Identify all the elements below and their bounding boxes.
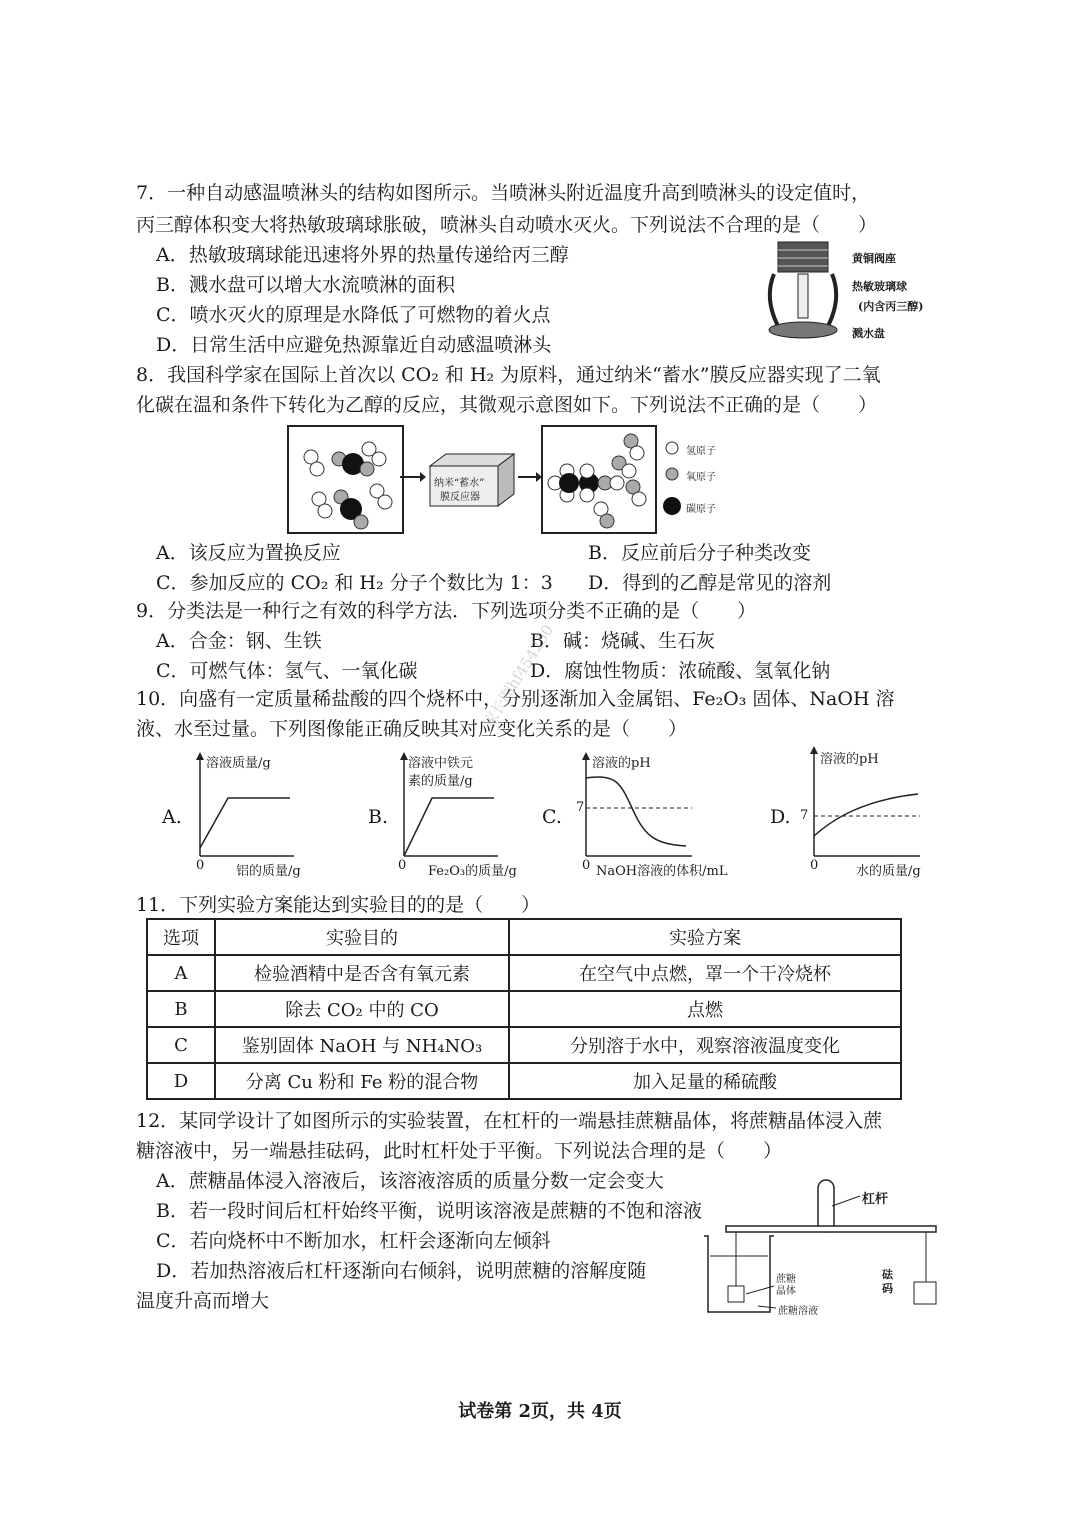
graph-d-ref: 7 (800, 808, 809, 823)
row-c-option: C (147, 1027, 215, 1063)
arrow-icon (518, 470, 542, 484)
label-glycerol: (内含丙三醇) (858, 300, 924, 313)
label-sugar-crystal-2: 晶体 (776, 1286, 796, 1297)
q8-stem-line2: 化碳在温和条件下转化为乙醇的反应，其微观示意图如下。下列说法不正确的是（ ） (136, 394, 878, 416)
label-glass-bulb: 热敏玻璃球 (852, 280, 907, 293)
table-header-row (147, 919, 901, 955)
row-a-option: A (147, 955, 215, 991)
header-plan: 实验方案 (509, 919, 901, 955)
legend-atoms (662, 440, 682, 520)
graph-a-xlabel: 铝的质量/g (236, 864, 301, 879)
row-b-plan: 点燃 (509, 991, 901, 1027)
q9-option-b: B．碱：烧碱、生石灰 (530, 630, 715, 652)
lever-figure (700, 1176, 940, 1316)
q12-option-b: B．若一段时间后杠杆始终平衡，说明该溶液是蔗糖的不饱和溶液 (156, 1200, 702, 1222)
graph-b-origin: 0 (398, 858, 407, 873)
q8-option-d: D．得到的乙醇是常见的溶剂 (588, 572, 832, 594)
reactor-label-2: 膜反应器 (440, 492, 480, 503)
label-weight-1: 砝 (882, 1268, 893, 1281)
q11-stem: 11．下列实验方案能达到实验目的的是（ ） (136, 894, 541, 916)
graph-b-ylabel-1: 溶液中铁元 (408, 756, 474, 771)
q12-stem-line2: 糖溶液中，另一端悬挂砝码，此时杠杆处于平衡。下列说法合理的是（ ） (136, 1140, 783, 1162)
graph-a-origin: 0 (196, 858, 205, 873)
label-weight-2: 码 (882, 1282, 893, 1295)
watermark: 家长圈hf454250 (479, 621, 558, 731)
row-d-plan: 加入足量的稀硫酸 (509, 1063, 901, 1099)
graph-d-ylabel: 溶液的pH (820, 752, 879, 767)
legend-oxygen: 氧原子 (686, 472, 716, 483)
graph-c-ref: 7 (576, 800, 585, 815)
label-deflector: 溅水盘 (852, 327, 885, 340)
table-row (147, 1027, 901, 1063)
row-d-purpose: 分离 Cu 粉和 Fe 粉的混合物 (215, 1063, 509, 1099)
page-footer: 试卷第 2页，共 4页 (458, 1401, 622, 1422)
sprinkler-figure (760, 238, 850, 348)
q7-option-d: D．日常生活中应避免热源靠近自动感温喷淋头 (156, 334, 552, 356)
row-b-option: B (147, 991, 215, 1027)
graph-b-ylabel-2: 素的质量/g (408, 774, 473, 789)
q7-option-b: B．溅水盘可以增大水流喷淋的面积 (156, 274, 455, 296)
graph-c-ylabel: 溶液的pH (592, 756, 651, 771)
graph-b-xlabel: Fe₂O₃的质量/g (428, 864, 517, 879)
q8-option-a: A．该反应为置换反应 (156, 542, 341, 564)
reactor-label-1: 纳米“蓄水” (434, 478, 485, 489)
table-row (147, 955, 901, 991)
table-row (147, 991, 901, 1027)
row-d-option: D (147, 1063, 215, 1099)
label-lever: 杠杆 (862, 1192, 889, 1207)
row-a-plan: 在空气中点燃，罩一个干冷烧杯 (509, 955, 901, 991)
graph-d-xlabel: 水的质量/g (856, 864, 921, 879)
q8-stem-line1: 8．我国科学家在国际上首次以 CO₂ 和 H₂ 为原料，通过纳米“蓄水”膜反应器实现了二氧 (136, 364, 881, 386)
row-c-purpose: 鉴别固体 NaOH 与 NH₄NO₃ (215, 1027, 509, 1063)
graph-d-origin: 0 (810, 858, 819, 873)
header-option: 选项 (147, 919, 215, 955)
products-box (541, 425, 657, 534)
graph-c-xlabel: NaOH溶液的体积/mL (596, 864, 728, 879)
graph-b-letter: B. (368, 806, 389, 828)
table-row (147, 1063, 901, 1099)
graph-a-ylabel: 溶液质量/g (206, 756, 271, 771)
label-brass-seat: 黄铜阀座 (852, 252, 896, 265)
q8-option-b: B．反应前后分子种类改变 (588, 542, 811, 564)
q8-option-c: C．参加反应的 CO₂ 和 H₂ 分子个数比为 1：3 (156, 572, 553, 594)
label-sugar-crystal-1: 蔗糖 (776, 1274, 796, 1285)
q10-stem-line2: 液、水至过量。下列图像能正确反映其对应变化关系的是（ ） (136, 718, 688, 740)
legend-carbon: 碳原子 (686, 504, 716, 515)
row-c-plan: 分别溶于水中，观察溶液温度变化 (509, 1027, 901, 1063)
q12-option-a: A．蔗糖晶体浸入溶液后，该溶液溶质的质量分数一定会变大 (156, 1170, 664, 1192)
label-sugar-solution: 蔗糖溶液 (778, 1306, 818, 1317)
q12-stem-line1: 12．某同学设计了如图所示的实验装置，在杠杆的一端悬挂蔗糖晶体，将蔗糖晶体浸入蔗 (136, 1110, 883, 1132)
arrow-icon (400, 470, 426, 484)
q9-option-c: C．可燃气体：氢气、一氧化碳 (156, 660, 418, 682)
q9-stem: 9．分类法是一种行之有效的科学方法．下列选项分类不正确的是（ ） (136, 600, 757, 622)
row-b-purpose: 除去 CO₂ 中的 CO (215, 991, 509, 1027)
q10-stem-line1: 10．向盛有一定质量稀盐酸的四个烧杯中，分别逐渐加入金属铝、Fe₂O₃ 固体、NaOH 溶 (136, 688, 895, 710)
graph-d-letter: D. (770, 806, 791, 828)
reactants-box (287, 425, 404, 534)
graph-a-letter: A. (162, 806, 182, 828)
legend-hydrogen: 氢原子 (686, 446, 716, 457)
q9-option-d: D．腐蚀性物质：浓硫酸、氢氧化钠 (530, 660, 831, 682)
graph-c-origin: 0 (582, 858, 591, 873)
header-purpose: 实验目的 (215, 919, 509, 955)
q9-option-a: A．合金：钢、生铁 (156, 630, 322, 652)
q7-stem-line1: 7．一种自动感温喷淋头的结构如图所示。当喷淋头附近温度升高到喷淋头的设定值时， (136, 182, 871, 204)
q7-stem-line2: 丙三醇体积变大将热敏玻璃球胀破，喷淋头自动喷水灭火。下列说法不合理的是（ ） (136, 214, 878, 236)
q12-option-d: D．若加热溶液后杠杆逐渐向右倾斜，说明蔗糖的溶解度随 (156, 1260, 647, 1282)
experiment-table (146, 918, 902, 1100)
q12-option-c: C．若向烧杯中不断加水，杠杆会逐渐向左倾斜 (156, 1230, 551, 1252)
q12-option-d-cont: 温度升高而增大 (136, 1290, 270, 1312)
row-a-purpose: 检验酒精中是否含有氧元素 (215, 955, 509, 991)
graph-c-letter: C. (542, 806, 562, 828)
q7-option-c: C．喷水灭火的原理是水降低了可燃物的着火点 (156, 304, 551, 326)
q7-option-a: A．热敏玻璃球能迅速将外界的热量传递给丙三醇 (156, 244, 569, 266)
